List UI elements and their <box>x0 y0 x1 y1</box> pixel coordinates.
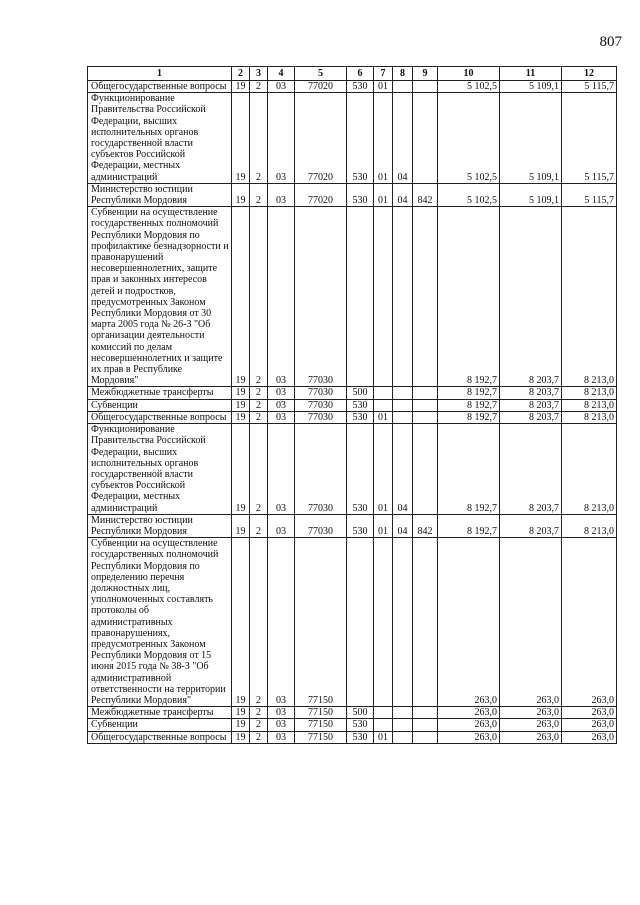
code-cell <box>393 719 413 731</box>
code-cell: 842 <box>413 183 438 206</box>
table-row <box>88 183 617 206</box>
code-cell: 19 <box>232 183 250 206</box>
code-cell: 2 <box>250 387 268 399</box>
table-row <box>88 731 617 743</box>
amount-cell: 8 203,7 <box>500 424 562 515</box>
code-cell: 03 <box>268 183 295 206</box>
code-cell <box>413 538 438 707</box>
code-cell: 77030 <box>295 207 347 387</box>
code-cell <box>413 424 438 515</box>
code-cell: 2 <box>250 399 268 411</box>
code-cell: 19 <box>232 424 250 515</box>
code-cell: 19 <box>232 538 250 707</box>
code-cell <box>413 207 438 387</box>
row-name-cell: Министерство юстиции Республики Мордовия <box>88 183 232 206</box>
code-cell: 530 <box>347 424 374 515</box>
amount-cell: 263,0 <box>562 719 617 731</box>
amount-cell: 8 213,0 <box>562 424 617 515</box>
code-cell <box>374 207 393 387</box>
code-cell <box>413 81 438 93</box>
code-cell: 03 <box>268 514 295 537</box>
code-cell: 01 <box>374 93 393 184</box>
code-cell: 2 <box>250 207 268 387</box>
column-header: 9 <box>413 67 438 81</box>
code-cell <box>393 207 413 387</box>
code-cell: 04 <box>393 514 413 537</box>
code-cell: 19 <box>232 387 250 399</box>
table-row <box>88 387 617 399</box>
code-cell: 530 <box>347 81 374 93</box>
code-cell: 530 <box>347 731 374 743</box>
amount-cell: 8 203,7 <box>500 399 562 411</box>
code-cell: 03 <box>268 81 295 93</box>
row-name-cell: Общегосударственные вопросы <box>88 731 232 743</box>
code-cell: 77020 <box>295 81 347 93</box>
code-cell: 04 <box>393 183 413 206</box>
code-cell: 19 <box>232 411 250 423</box>
table-row <box>88 411 617 423</box>
code-cell: 77030 <box>295 387 347 399</box>
code-cell: 01 <box>374 731 393 743</box>
code-cell: 77150 <box>295 731 347 743</box>
code-cell: 19 <box>232 514 250 537</box>
code-cell: 77030 <box>295 424 347 515</box>
budget-table <box>87 66 617 744</box>
code-cell <box>347 538 374 707</box>
code-cell: 2 <box>250 183 268 206</box>
code-cell: 530 <box>347 183 374 206</box>
row-name-cell: Министерство юстиции Республики Мордовия <box>88 514 232 537</box>
code-cell: 530 <box>347 514 374 537</box>
code-cell: 77020 <box>295 93 347 184</box>
amount-cell: 8 213,0 <box>562 514 617 537</box>
code-cell: 530 <box>347 719 374 731</box>
code-cell <box>347 207 374 387</box>
code-cell <box>374 538 393 707</box>
amount-cell: 263,0 <box>500 538 562 707</box>
code-cell <box>413 719 438 731</box>
code-cell: 2 <box>250 731 268 743</box>
amount-cell: 8 192,7 <box>438 424 500 515</box>
table-row <box>88 719 617 731</box>
amount-cell: 8 192,7 <box>438 514 500 537</box>
code-cell: 77150 <box>295 538 347 707</box>
code-cell: 2 <box>250 514 268 537</box>
table-row <box>88 399 617 411</box>
code-cell: 19 <box>232 399 250 411</box>
code-cell: 2 <box>250 707 268 719</box>
code-cell: 03 <box>268 538 295 707</box>
amount-cell: 8 203,7 <box>500 514 562 537</box>
table-row <box>88 538 617 707</box>
amount-cell: 5 109,1 <box>500 183 562 206</box>
amount-cell: 8 213,0 <box>562 399 617 411</box>
amount-cell: 263,0 <box>500 731 562 743</box>
code-cell <box>393 399 413 411</box>
column-header: 11 <box>500 67 562 81</box>
code-cell: 500 <box>347 707 374 719</box>
code-cell <box>374 399 393 411</box>
code-cell: 03 <box>268 207 295 387</box>
column-header: 3 <box>250 67 268 81</box>
amount-cell: 263,0 <box>500 707 562 719</box>
code-cell: 2 <box>250 81 268 93</box>
table-row <box>88 707 617 719</box>
amount-cell: 263,0 <box>438 707 500 719</box>
code-cell <box>413 93 438 184</box>
code-cell: 2 <box>250 93 268 184</box>
code-cell: 03 <box>268 719 295 731</box>
row-name-cell: Субвенции на осуществление государственных полномочий Республики Мордовия по профилактике безнадзорности и правонарушений несовершеннолетних, защите прав и законных интересов детей и подростков, предусмотренных Законом Республики Мордовия от 30 марта 2005 года № 26-З "Об организации деятельности комиссий по делам несовершеннолетних и защите их прав в Республике Мордовия" <box>88 207 232 387</box>
code-cell: 77020 <box>295 183 347 206</box>
table-row <box>88 424 617 515</box>
code-cell: 03 <box>268 707 295 719</box>
code-cell: 2 <box>250 411 268 423</box>
code-cell: 530 <box>347 411 374 423</box>
amount-cell: 263,0 <box>500 719 562 731</box>
amount-cell: 5 102,5 <box>438 183 500 206</box>
code-cell <box>393 538 413 707</box>
code-cell: 03 <box>268 424 295 515</box>
code-cell: 77030 <box>295 514 347 537</box>
row-name-cell: Субвенции на осуществление государственных полномочий Республики Мордовия по определению перечня должностных лиц, уполномоченных составлять протоколы об административных правонарушениях, предусмотренных Законом Республики Мордовия от 15 июня 2015 года № 38-З "Об административной ответственности на территории Республики Мордовия" <box>88 538 232 707</box>
amount-cell: 263,0 <box>562 731 617 743</box>
code-cell <box>413 731 438 743</box>
amount-cell: 8 192,7 <box>438 387 500 399</box>
code-cell: 03 <box>268 411 295 423</box>
row-name-cell: Субвенции <box>88 399 232 411</box>
code-cell: 03 <box>268 399 295 411</box>
amount-cell: 8 192,7 <box>438 207 500 387</box>
code-cell: 19 <box>232 81 250 93</box>
amount-cell: 8 203,7 <box>500 411 562 423</box>
amount-cell: 8 192,7 <box>438 399 500 411</box>
column-header: 8 <box>393 67 413 81</box>
code-cell <box>393 707 413 719</box>
code-cell: 03 <box>268 93 295 184</box>
row-name-cell: Субвенции <box>88 719 232 731</box>
code-cell <box>413 411 438 423</box>
code-cell: 01 <box>374 81 393 93</box>
code-cell <box>413 707 438 719</box>
code-cell: 530 <box>347 399 374 411</box>
amount-cell: 8 203,7 <box>500 207 562 387</box>
column-header: 5 <box>295 67 347 81</box>
code-cell: 03 <box>268 387 295 399</box>
page-number: 807 <box>599 34 622 50</box>
code-cell: 04 <box>393 424 413 515</box>
code-cell <box>374 707 393 719</box>
code-cell: 19 <box>232 719 250 731</box>
amount-cell: 5 102,5 <box>438 81 500 93</box>
column-header: 6 <box>347 67 374 81</box>
column-header: 10 <box>438 67 500 81</box>
code-cell: 2 <box>250 424 268 515</box>
code-cell: 01 <box>374 183 393 206</box>
code-cell <box>393 81 413 93</box>
amount-cell: 8 213,0 <box>562 207 617 387</box>
amount-cell: 263,0 <box>562 538 617 707</box>
amount-cell: 8 213,0 <box>562 387 617 399</box>
amount-cell: 263,0 <box>438 731 500 743</box>
amount-cell: 8 192,7 <box>438 411 500 423</box>
amount-cell: 5 115,7 <box>562 93 617 184</box>
code-cell: 03 <box>268 731 295 743</box>
row-name-cell: Общегосударственные вопросы <box>88 81 232 93</box>
code-cell <box>393 387 413 399</box>
amount-cell: 263,0 <box>438 719 500 731</box>
table-row <box>88 207 617 387</box>
code-cell <box>374 719 393 731</box>
code-cell: 19 <box>232 207 250 387</box>
code-cell <box>374 387 393 399</box>
code-cell <box>413 387 438 399</box>
amount-cell: 5 102,5 <box>438 93 500 184</box>
code-cell: 19 <box>232 707 250 719</box>
table-body <box>88 81 617 744</box>
column-header: 2 <box>232 67 250 81</box>
amount-cell: 263,0 <box>562 707 617 719</box>
code-cell: 01 <box>374 411 393 423</box>
code-cell: 2 <box>250 538 268 707</box>
row-name-cell: Функционирование Правительства Российской Федерации, высших исполнительных органов государственной власти субъектов Российской Федерации, местных администраций <box>88 424 232 515</box>
header-row <box>88 67 617 81</box>
table-row <box>88 514 617 537</box>
amount-cell: 8 203,7 <box>500 387 562 399</box>
amount-cell: 5 115,7 <box>562 183 617 206</box>
code-cell: 2 <box>250 719 268 731</box>
row-name-cell: Общегосударственные вопросы <box>88 411 232 423</box>
row-name-cell: Межбюджетные трансферты <box>88 387 232 399</box>
code-cell: 530 <box>347 93 374 184</box>
code-cell <box>393 411 413 423</box>
column-header: 1 <box>88 67 232 81</box>
amount-cell: 8 213,0 <box>562 411 617 423</box>
amount-cell: 5 115,7 <box>562 81 617 93</box>
amount-cell: 5 109,1 <box>500 93 562 184</box>
code-cell: 01 <box>374 424 393 515</box>
code-cell: 77150 <box>295 719 347 731</box>
amount-cell: 5 109,1 <box>500 81 562 93</box>
code-cell: 77150 <box>295 707 347 719</box>
row-name-cell: Функционирование Правительства Российской Федерации, высших исполнительных органов государственной власти субъектов Российской Федерации, местных администраций <box>88 93 232 184</box>
code-cell: 19 <box>232 731 250 743</box>
code-cell <box>393 731 413 743</box>
code-cell: 01 <box>374 514 393 537</box>
column-header: 4 <box>268 67 295 81</box>
table-row <box>88 93 617 184</box>
column-header: 12 <box>562 67 617 81</box>
code-cell: 19 <box>232 93 250 184</box>
amount-cell: 263,0 <box>438 538 500 707</box>
code-cell: 77030 <box>295 399 347 411</box>
code-cell: 04 <box>393 93 413 184</box>
row-name-cell: Межбюджетные трансферты <box>88 707 232 719</box>
code-cell: 77030 <box>295 411 347 423</box>
column-header: 7 <box>374 67 393 81</box>
code-cell: 842 <box>413 514 438 537</box>
table-row <box>88 81 617 93</box>
code-cell <box>413 399 438 411</box>
code-cell: 500 <box>347 387 374 399</box>
